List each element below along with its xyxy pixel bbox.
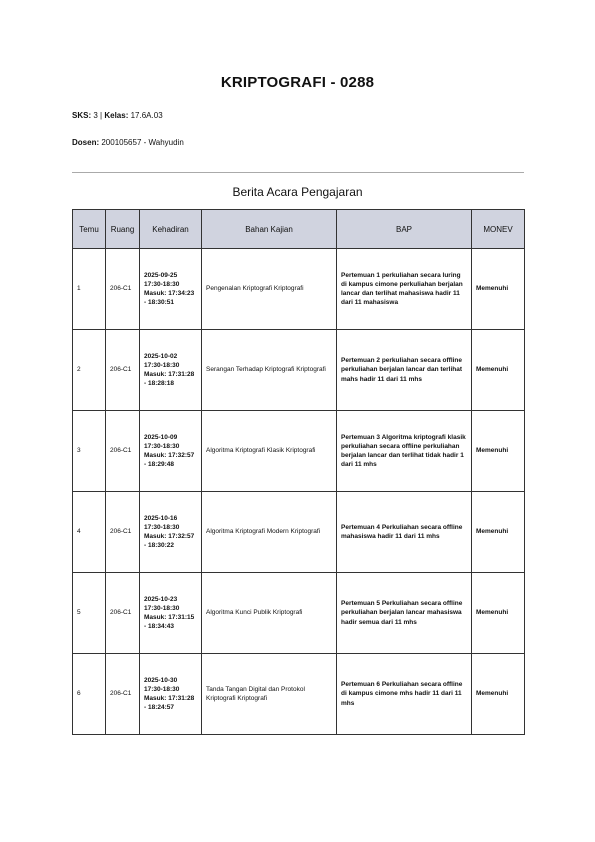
- cell-temu: 2: [73, 330, 106, 411]
- table-header-row: [73, 210, 525, 249]
- section-divider: [72, 172, 524, 173]
- table-row: [73, 249, 525, 330]
- cell-monev: Memenuhi: [472, 492, 525, 573]
- kelas-label: Kelas:: [104, 111, 129, 120]
- cell-kehadiran: 2025-10-23 17:30-18:30 Masuk: 17:31:15 - 18:34:43: [140, 573, 202, 654]
- section-title: Berita Acara Pengajaran: [232, 185, 363, 199]
- header-temu: Temu: [73, 210, 106, 249]
- cell-kehadiran: 2025-10-02 17:30-18:30 Masuk: 17:31:28 - 18:28:18: [140, 330, 202, 411]
- cell-monev: Memenuhi: [472, 411, 525, 492]
- cell-monev: Memenuhi: [472, 654, 525, 735]
- cell-bap: Pertemuan 3 Algoritma kriptografi klasik perkuliahan secara offline perkuliahan berjalan lancar dan terlihat tidak hadir 1 dari 11 mhs: [337, 411, 472, 492]
- header-bap: BAP: [337, 210, 472, 249]
- cell-monev: Memenuhi: [472, 573, 525, 654]
- cell-bap: Pertemuan 4 Perkuliahan secara offline mahasiswa hadir 11 dari 11 mhs: [337, 492, 472, 573]
- cell-bahan-kajian: Tanda Tangan Digital dan Protokol Kriptografi Kriptografi: [202, 654, 337, 735]
- bap-table: [72, 209, 525, 735]
- meta-separator: |: [100, 111, 103, 120]
- cell-kehadiran: 2025-09-25 17:30-18:30 Masuk: 17:34:23 - 18:30:51: [140, 249, 202, 330]
- cell-temu: 3: [73, 411, 106, 492]
- cell-bahan-kajian: Algoritma Kriptografi Klasik Kriptografi: [202, 411, 337, 492]
- cell-bap: Pertemuan 6 Perkuliahan secara offline di kampus cimone mhs hadir 11 dari 11 mhs: [337, 654, 472, 735]
- cell-bap: Pertemuan 1 perkuliahan secara luring di kampus cimone perkuliahan berjalan lancar dan terlihat mahasiswa hadir 11 dari 11 mahasiswa: [337, 249, 472, 330]
- table-row: [73, 573, 525, 654]
- cell-bap: Pertemuan 2 perkuliahan secara offline perkuliahan berjalan lancar dan terlihat mahs hadir 11 dari 11 mhs: [337, 330, 472, 411]
- header-bahan-kajian: Bahan Kajian: [202, 210, 337, 249]
- course-meta-line: [72, 111, 163, 120]
- cell-kehadiran: 2025-10-30 17:30-18:30 Masuk: 17:31:28 - 18:24:57: [140, 654, 202, 735]
- cell-ruang: 206-C1: [106, 573, 140, 654]
- cell-bap: Pertemuan 5 Perkuliahan secara offline perkuliahan berjalan lancar mahasiswa hadir semua dari 11 mhs: [337, 573, 472, 654]
- cell-bahan-kajian: Pengenalan Kriptografi Kriptografi: [202, 249, 337, 330]
- cell-bahan-kajian: Algoritma Kriptografi Modern Kriptografi: [202, 492, 337, 573]
- header-monev: MONEV: [472, 210, 525, 249]
- cell-temu: 6: [73, 654, 106, 735]
- cell-ruang: 206-C1: [106, 492, 140, 573]
- table-row: [73, 654, 525, 735]
- cell-ruang: 206-C1: [106, 330, 140, 411]
- cell-bahan-kajian: Serangan Terhadap Kriptografi Kriptografi: [202, 330, 337, 411]
- sks-label: SKS:: [72, 111, 92, 120]
- cell-temu: 1: [73, 249, 106, 330]
- dosen-label: Dosen:: [72, 138, 100, 147]
- header-kehadiran: Kehadiran: [140, 210, 202, 249]
- cell-monev: Memenuhi: [472, 249, 525, 330]
- sks-value: 3: [93, 111, 98, 120]
- cell-ruang: 206-C1: [106, 654, 140, 735]
- cell-monev: Memenuhi: [472, 330, 525, 411]
- lecturer-meta-line: [72, 138, 184, 147]
- cell-kehadiran: 2025-10-09 17:30-18:30 Masuk: 17:32:57 - 18:29:48: [140, 411, 202, 492]
- cell-temu: 4: [73, 492, 106, 573]
- table-row: [73, 330, 525, 411]
- kelas-value: 17.6A.03: [130, 111, 163, 120]
- table-row: [73, 492, 525, 573]
- header-ruang: Ruang: [106, 210, 140, 249]
- dosen-value: 200105657 - Wahyudin: [101, 138, 184, 147]
- cell-ruang: 206-C1: [106, 249, 140, 330]
- cell-ruang: 206-C1: [106, 411, 140, 492]
- cell-temu: 5: [73, 573, 106, 654]
- page-title: KRIPTOGRAFI - 0288: [220, 74, 375, 91]
- table-row: [73, 411, 525, 492]
- cell-kehadiran: 2025-10-16 17:30-18:30 Masuk: 17:32:57 - 18:30:22: [140, 492, 202, 573]
- cell-bahan-kajian: Algoritma Kunci Publik Kriptografi: [202, 573, 337, 654]
